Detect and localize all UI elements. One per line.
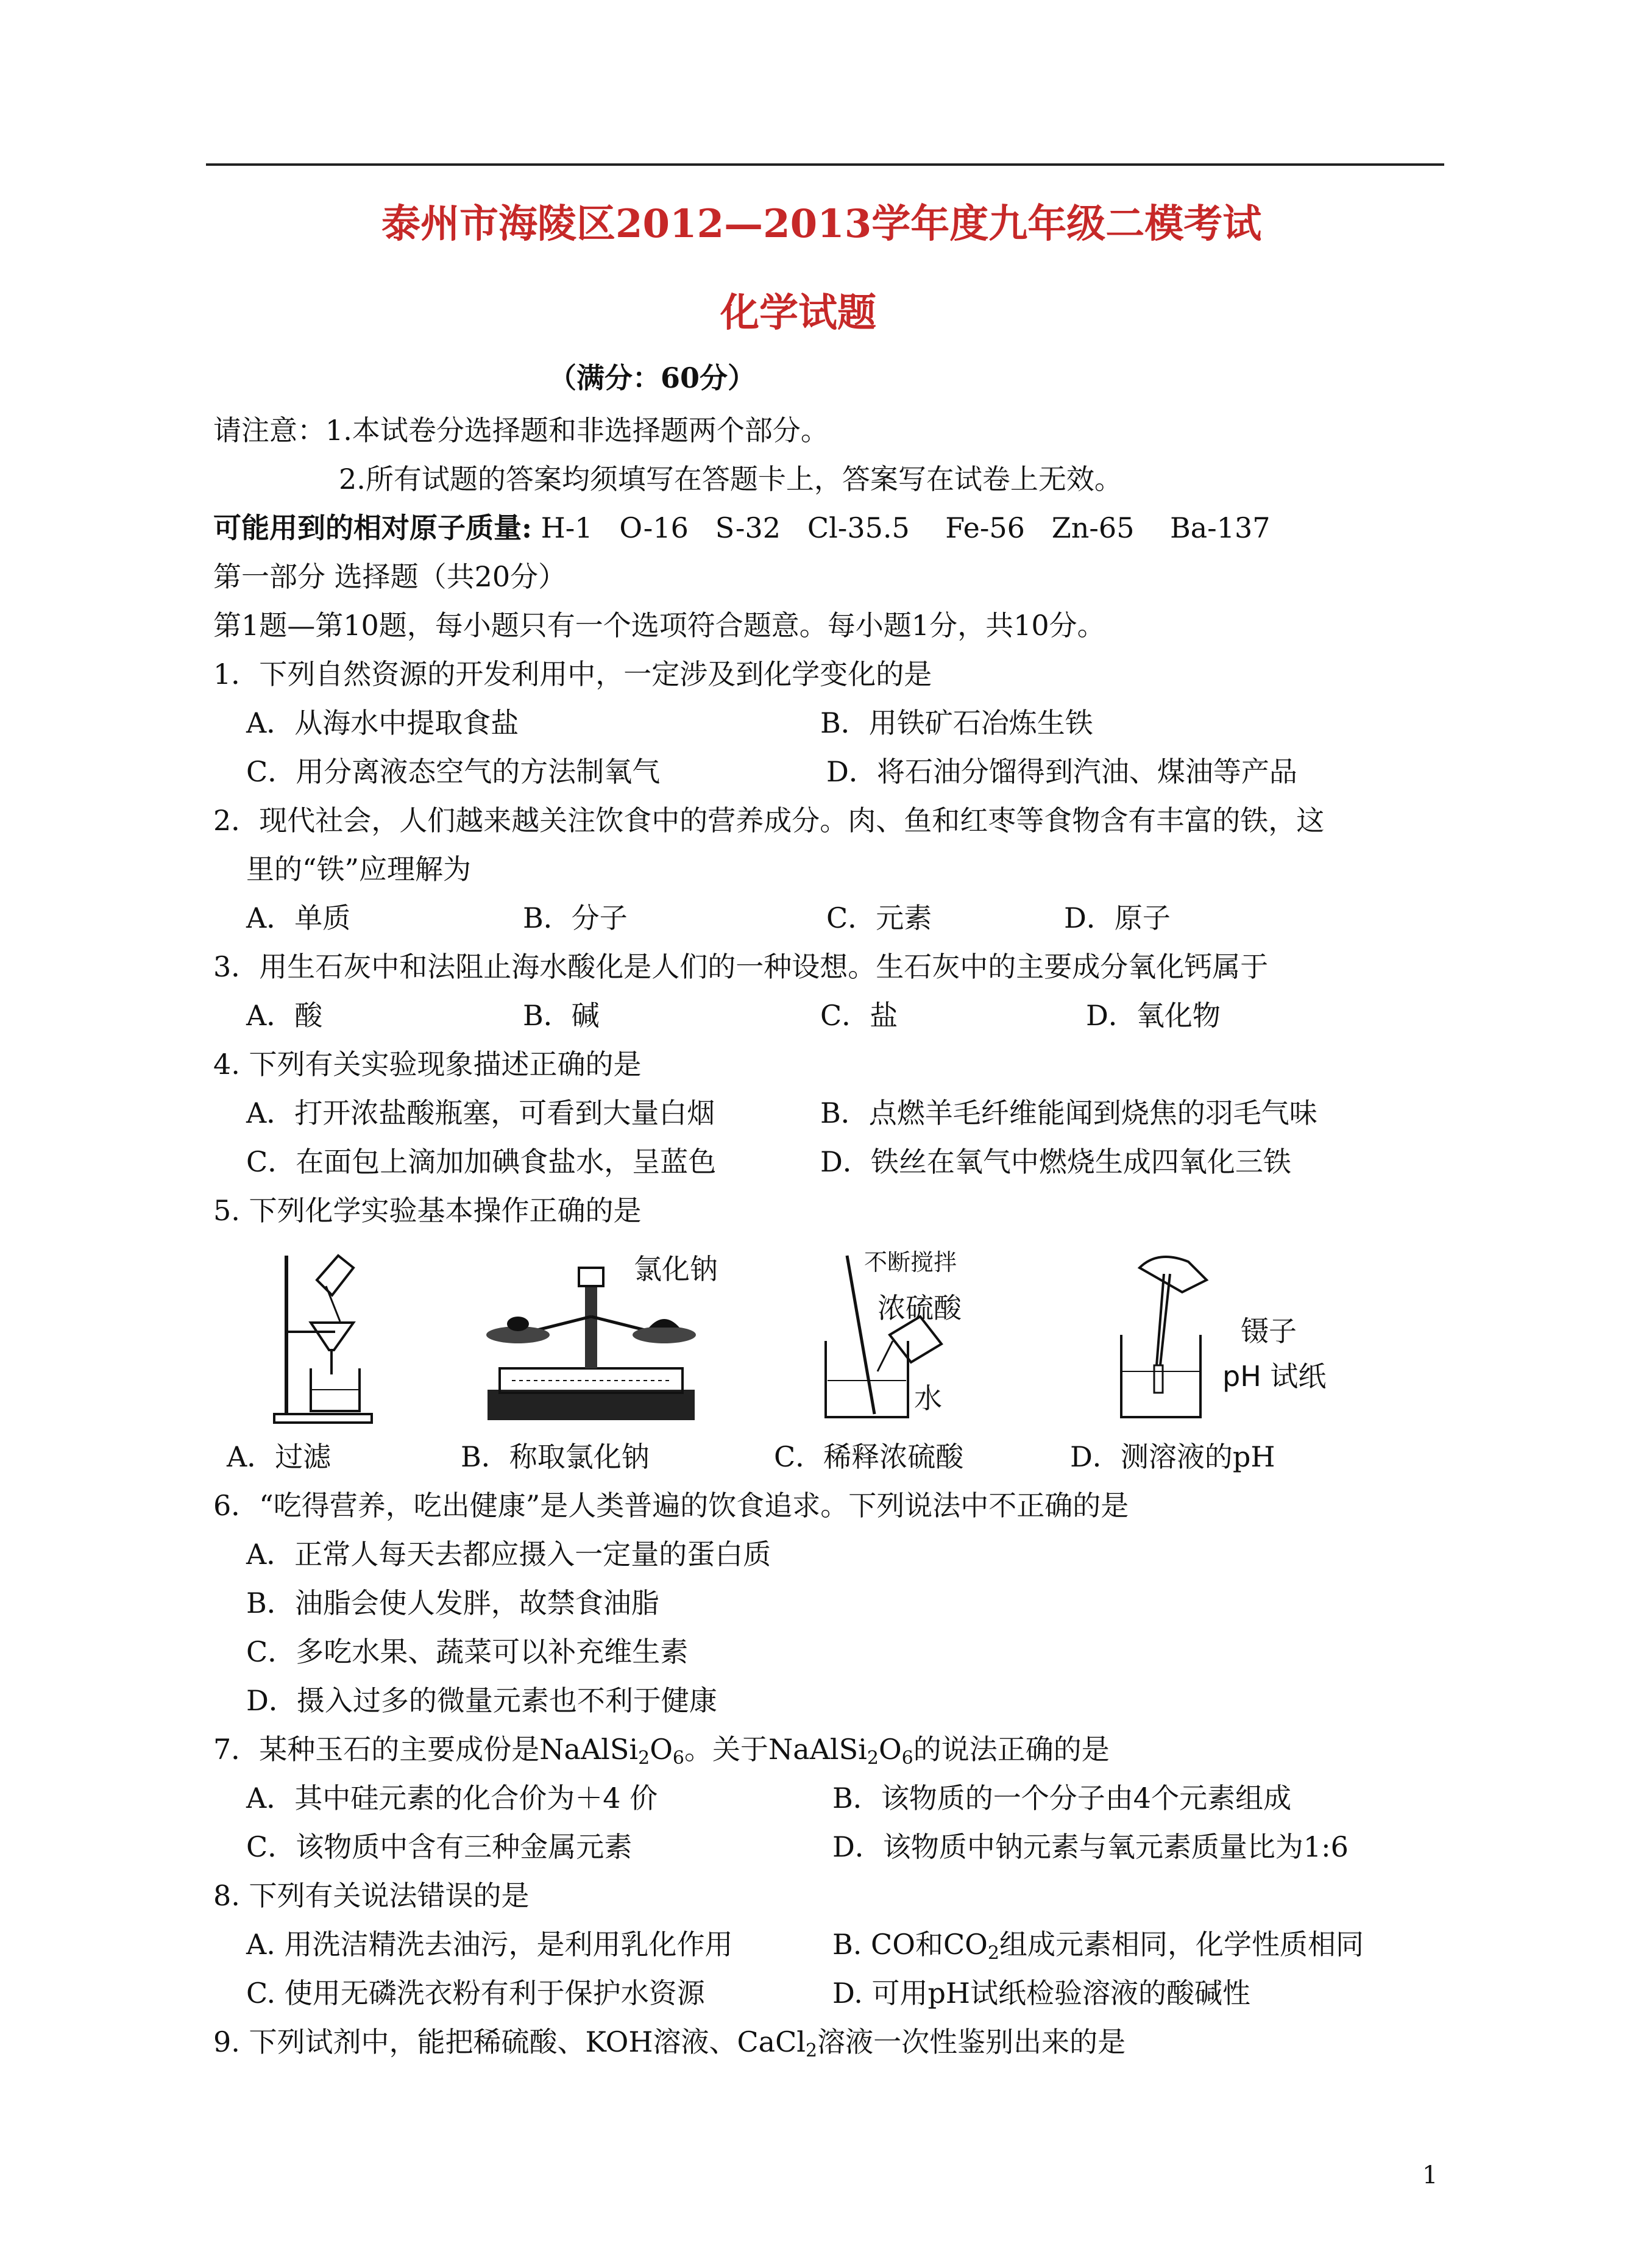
q7-stem-part-4: O — [878, 1733, 902, 1766]
q8-option-d: D. 可用pH试纸检验溶液的酸碱性 — [832, 1977, 1251, 2010]
q2-stem-1: 2．现代社会，人们越来越关注饮食中的营养成分。肉、鱼和红枣等食物含有丰富的铁，这 — [213, 804, 1325, 837]
q9-stem-part-1: 9. 下列试剂中，能把稀硫酸、KOH溶液、CaCl — [213, 2025, 806, 2058]
q6-stem: 6．“吃得营养，吃出健康”是人类普遍的饮食追求。下列说法中不正确的是 — [213, 1489, 1129, 1522]
atomic-mass-values: H-1 O-16 S-32 Cl-35.5 Fe-56 Zn-65 Ba-137 — [531, 511, 1271, 544]
q4-option-b: B．点燃羊毛纤维能闻到烧焦的羽毛气味 — [820, 1097, 1317, 1129]
q1-stem: 1．下列自然资源的开发利用中，一定涉及到化学变化的是 — [213, 658, 932, 691]
q5-option-a: A．过滤 — [227, 1440, 332, 1473]
q4-option-a: A．打开浓盐酸瓶塞，可看到大量白烟 — [246, 1097, 715, 1129]
q8-option-b-part-1: B. CO和CO — [832, 1928, 988, 1961]
top-rule — [206, 163, 1444, 166]
notice-line-1: 请注意：1.本试卷分选择题和非选择题两个部分。 — [213, 414, 829, 447]
q7-stem-part-1: 7．某种玉石的主要成份是NaAlSi — [213, 1733, 639, 1766]
q6-option-d: D．摄入过多的微量元素也不利于健康 — [246, 1684, 717, 1717]
q1-option-b: B．用铁矿石冶炼生铁 — [820, 706, 1093, 739]
q5-stem: 5. 下列化学实验基本操作正确的是 — [213, 1194, 642, 1227]
page-number: 1 — [1422, 2161, 1438, 2189]
q9-stem — [213, 2024, 1126, 2060]
fig-label-acid: 浓硫酸 — [878, 1292, 962, 1324]
q7-option-c: C．该物质中含有三种金属元素 — [246, 1830, 633, 1863]
q3-stem: 3．用生石灰中和法阻止海水酸化是人们的一种设想。生石灰中的主要成分氧化钙属于 — [213, 950, 1269, 983]
q1-option-d: D．将石油分馏得到汽油、煤油等产品 — [826, 755, 1297, 788]
atomic-mass-label: 可能用到的相对原子质量: — [213, 511, 532, 544]
q7-stem-part-3: 。关于NaAlSi — [684, 1733, 867, 1766]
q2-option-b: B．分子 — [523, 901, 628, 934]
page-title: 泰州市海陵区2012—2013学年度九年级二模考试 — [381, 201, 1262, 247]
q2-option-d: D．原子 — [1064, 901, 1171, 934]
q7-sub-2b: 2 — [867, 1747, 879, 1769]
q4-option-c: C．在面包上滴加加碘食盐水，呈蓝色 — [246, 1145, 717, 1178]
fig-label-water: 水 — [914, 1382, 942, 1415]
fig-label-ph-paper: pH 试纸 — [1222, 1360, 1327, 1393]
fig-label-tweezers: 镊子 — [1241, 1315, 1297, 1348]
fig-label-nacl: 氯化钠 — [634, 1253, 718, 1285]
q6-option-b: B．油脂会使人发胖，故禁食油脂 — [246, 1587, 659, 1619]
notice-line-2: 2.所有试题的答案均须填写在答题卡上，答案写在试卷上无效。 — [339, 463, 1122, 496]
q7-sub-6b: 6 — [901, 1747, 913, 1769]
q7-option-b: B．该物质的一个分子由4个元素组成 — [832, 1782, 1292, 1815]
q8-option-c: C. 使用无磷洗衣粉有利于保护水资源 — [246, 1977, 705, 2010]
q8-stem: 8. 下列有关说法错误的是 — [213, 1879, 530, 1912]
q7-stem-part-5: 的说法正确的是 — [913, 1733, 1110, 1766]
q3-option-b: B．碱 — [523, 999, 600, 1032]
q7-sub-6a: 6 — [672, 1747, 685, 1769]
q2-option-a: A．单质 — [246, 901, 351, 934]
part-instruction: 第1题—第10题，每小题只有一个选项符合题意。每小题1分，共10分。 — [213, 609, 1105, 642]
q7-option-d: D．该物质中钠元素与氧元素质量比为1:6 — [832, 1830, 1349, 1863]
q8-option-b-part-2: 组成元素相同，化学性质相同 — [999, 1928, 1364, 1961]
q4-stem: 4. 下列有关实验现象描述正确的是 — [213, 1048, 642, 1081]
q6-option-c: C．多吃水果、蔬菜可以补充维生素 — [246, 1635, 689, 1668]
q9-stem-part-2: 溶液一次性鉴别出来的是 — [817, 2025, 1126, 2058]
q8-option-a: A. 用洗洁精洗去油污，是利用乳化作用 — [246, 1928, 733, 1961]
q7-stem — [213, 1731, 1110, 1768]
page-subtitle: 化学试题 — [720, 290, 876, 336]
ph-test-figure — [1109, 1243, 1231, 1426]
score-note: （满分：60分） — [548, 361, 756, 394]
q6-option-a: A．正常人每天去都应摄入一定量的蛋白质 — [246, 1538, 771, 1571]
q3-option-c: C．盐 — [820, 999, 898, 1032]
q3-option-a: A．酸 — [246, 999, 323, 1032]
q9-stem-sub: 2 — [806, 2040, 818, 2061]
q5-option-b: B．称取氯化钠 — [461, 1440, 650, 1473]
q1-option-c: C．用分离液态空气的方法制氧气 — [246, 755, 661, 788]
q7-sub-2a: 2 — [638, 1747, 650, 1769]
q5-option-d: D．测溶液的pH — [1070, 1440, 1275, 1473]
q8-option-b-sub: 2 — [987, 1943, 999, 1964]
filtration-figure — [268, 1243, 378, 1426]
q5-option-c: C．稀释浓硫酸 — [774, 1440, 964, 1473]
q2-stem-2: 里的“铁”应理解为 — [246, 853, 472, 886]
q7-option-a: A．其中硅元素的化合价为＋4 价 — [246, 1782, 658, 1815]
q3-option-d: D．氧化物 — [1086, 999, 1221, 1032]
q8-option-b — [832, 1926, 1364, 1963]
fig-label-stir: 不断搅拌 — [864, 1249, 957, 1276]
q1-option-a: A．从海水中提取食盐 — [246, 706, 519, 739]
q4-option-d: D．铁丝在氧气中燃烧生成四氧化三铁 — [820, 1145, 1291, 1178]
atomic-mass-line — [213, 510, 1271, 546]
q7-stem-part-2: O — [650, 1733, 673, 1766]
q2-option-c: C．元素 — [826, 901, 932, 934]
part-heading: 第一部分 选择题（共20分） — [213, 560, 567, 593]
